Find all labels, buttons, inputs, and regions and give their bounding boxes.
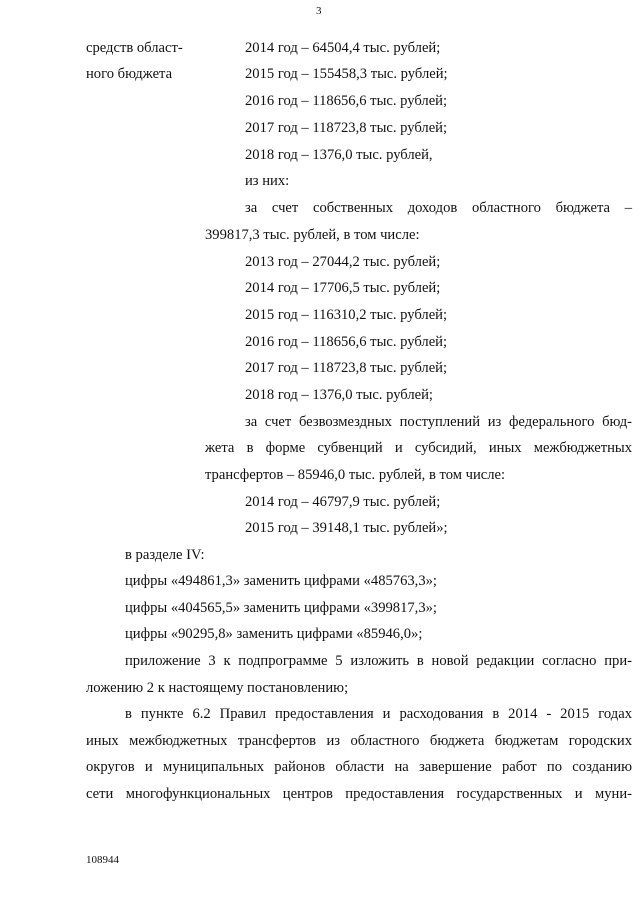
- year-line: 2015 год – 39148,1 тыс. рублей»;: [245, 520, 448, 536]
- federal-line-1: за счет безвозмездных поступлений из федерального бюд-: [245, 414, 632, 430]
- section-4-heading: в разделе IV:: [125, 547, 205, 563]
- year-line: 2018 год – 1376,0 тыс. рублей,: [245, 147, 433, 163]
- year-line: 2017 год – 118723,8 тыс. рублей;: [245, 360, 448, 376]
- federal-line-2: жета в форме субвенций и субсидий, иных межбюджетных: [205, 440, 632, 456]
- appendix-line-2: ложению 2 к настоящему постановлению;: [86, 680, 349, 696]
- year-line: 2014 год – 46797,9 тыс. рублей;: [245, 494, 441, 510]
- appendix-line-1: приложение 3 к подпрограмме 5 изложить в новой редакции согласно при-: [125, 653, 632, 669]
- year-line: 2018 год – 1376,0 тыс. рублей;: [245, 387, 433, 403]
- year-line: 2017 год – 118723,8 тыс. рублей;: [245, 120, 448, 136]
- year-line: 2015 год – 116310,2 тыс. рублей;: [245, 307, 448, 323]
- year-line: 2016 год – 118656,6 тыс. рублей;: [245, 334, 448, 350]
- year-line: 2014 год – 64504,4 тыс. рублей;: [245, 40, 441, 56]
- page-number: 3: [316, 5, 322, 17]
- iz-nih-label: из них:: [245, 173, 290, 189]
- point-6-2-line-2: иных межбюджетных трансфертов из областного бюджета бюджетам городских: [86, 733, 632, 749]
- year-line: 2014 год – 17706,5 тыс. рублей;: [245, 280, 441, 296]
- replacement-line: цифры «90295,8» заменить цифрами «85946,0»;: [125, 626, 423, 642]
- federal-line-3: трансфертов – 85946,0 тыс. рублей, в том числе:: [205, 467, 506, 483]
- left-column-line-1: средств област-: [86, 40, 183, 56]
- footer-code: 108944: [86, 854, 119, 866]
- own-income-line-2: 399817,3 тыс. рублей, в том числе:: [205, 227, 420, 243]
- year-line: 2013 год – 27044,2 тыс. рублей;: [245, 254, 441, 270]
- left-column-line-2: ного бюджета: [86, 66, 173, 82]
- point-6-2-line-3: округов и муниципальных районов области на завершение работ по созданию: [86, 759, 632, 775]
- point-6-2-line-1: в пункте 6.2 Правил предоставления и расходования в 2014 - 2015 годах: [125, 706, 632, 722]
- year-line: 2016 год – 118656,6 тыс. рублей;: [245, 93, 448, 109]
- year-line: 2015 год – 155458,3 тыс. рублей;: [245, 66, 448, 82]
- point-6-2-line-4: сети многофункциональных центров предоставления государственных и муни-: [86, 786, 632, 802]
- replacement-line: цифры «494861,3» заменить цифрами «485763,3»;: [125, 573, 437, 589]
- own-income-line-1: за счет собственных доходов областного бюджета –: [245, 200, 632, 216]
- replacement-line: цифры «404565,5» заменить цифрами «399817,3»;: [125, 600, 437, 616]
